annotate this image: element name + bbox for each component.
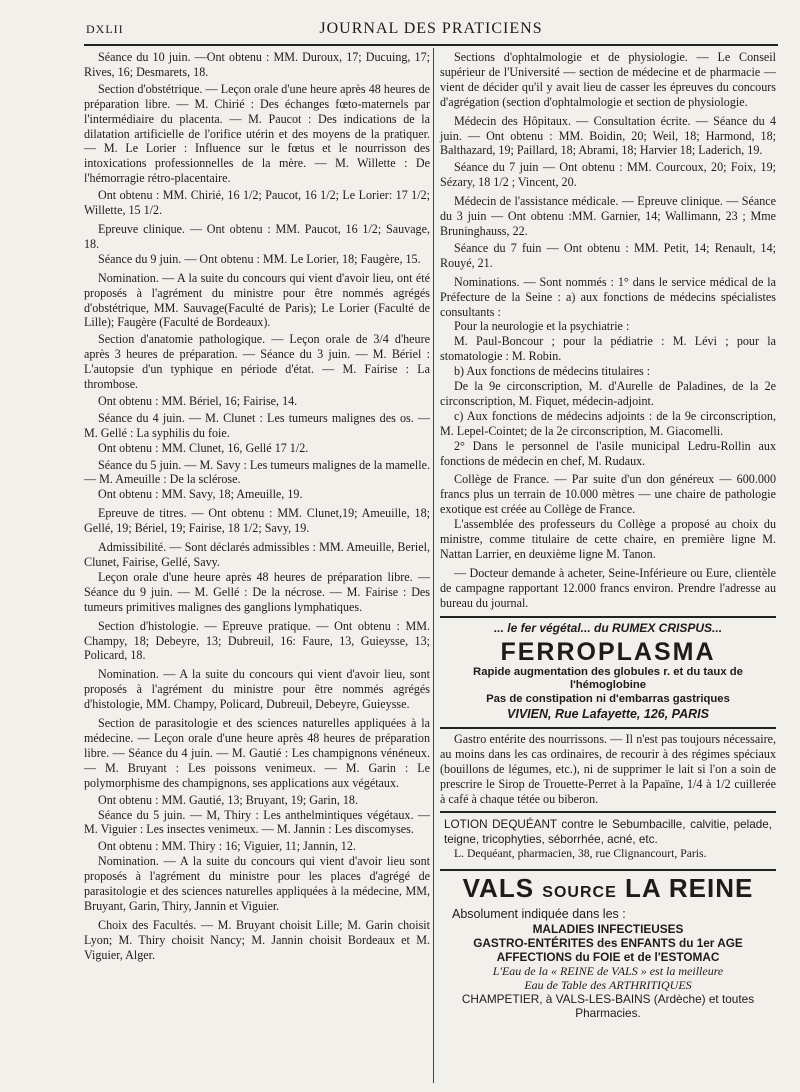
vals-indication-1: MALADIES INFECTIEUSES (532, 921, 684, 936)
left-column-paragraph: Ont obtenu : MM. Thiry : 16; Viguier, 11; Jannin, 12. (98, 839, 356, 854)
ferroplasma-claim-2: Pas de constipation ni d'embarras gastriques (486, 692, 730, 705)
left-column-paragraph: Séance du 10 juin. —Ont obtenu : MM. Duroux, 17; Ducuing, 17; Rives, 16; Desmarets, 18. (84, 50, 430, 79)
page-header (86, 20, 776, 42)
left-column (84, 50, 430, 963)
right-column-paragraph: Médecin de l'assistance médicale. — Epreuve clinique. — Séance du 3 juin — Ont obtenu :MM. Garnier, 14; Wallimann, 23 ; Mme Bruninghauss, 22. (440, 194, 776, 238)
right-column-paragraph: b) Aux fonctions de médecins titulaires : (454, 364, 651, 379)
ferroplasma-claim-1: Rapide augmentation des globules r. et du taux de l'hémoglobine (473, 665, 743, 692)
ad-separator (440, 616, 776, 618)
left-column-paragraph: Ont obtenu : MM. Clunet, 16, Gellé 17 1/2. (98, 440, 309, 455)
vals-address: CHAMPETIER, à VALS-LES-BAINS (Ardèche) et toutes Pharmacies. (461, 991, 755, 1020)
page-number: DXLII (86, 22, 124, 36)
left-column-paragraph: Leçon orale d'une heure après 48 heures de préparation libre. — Séance du 9 juin. — M. Gellé : De la nécrose. — M. Fairise : Des tumeurs primitives malignes des ganglions lymphatiques. (84, 569, 430, 614)
left-column-paragraph: Epreuve de titres. — Ont obtenu : MM. Clunet,19; Ameuille, 18; Gellé, 19; Bériel, 19; Fairise, 18 1/2; Savy, 19. (84, 506, 430, 536)
left-column-paragraph: Séance du 5 juin. — M, Thiry : Les anthelmintiques végétaux. — M. Viguier : Les insectes venimeux. — M. Jannin : Les discomyses. (84, 807, 430, 837)
right-column-paragraph: M. Paul-Boncour ; pour la pédiatrie : M. Lévi ; pour la stomatologie : M. Robin. (440, 334, 776, 364)
vals-brand-a: VALS (462, 872, 535, 903)
vals-subtitle: Absolument indiquée dans les : (452, 906, 626, 921)
right-column-paragraph: Nominations. — Sont nommés : 1° dans le service médical de la Préfecture de la Seine : a) aux fonctions de médecins spécialistes consultants : (440, 274, 776, 319)
vals-brand-b: SOURCE (542, 883, 617, 901)
left-column-paragraph: Nomination. — A la suite du concours qui vient d'avoir lieu, ont été proposés à l'agrément du ministre pour être nommés agrégés d'obstétrique, MM. Sauvage(Faculté de Paris); Le Lorier (Faculté de Lille); Faugère (Faculté de Bordeaux). (84, 270, 430, 330)
vals-brand-c: LA REINE (624, 872, 754, 903)
vals-brand (440, 874, 776, 907)
left-column-paragraph: Nomination. — A la suite du concours qui vient d'avoir lieu sont proposés à l'agrément du ministre pour les places d'agrégé de parasitologie et des sciences naturelles appliquées à la médecine, MM, Bruyant, Garin, Thiry, Jannin et Viguier. (84, 854, 430, 913)
ferroplasma-address: VIVIEN, Rue Lafayette, 126, PARIS (507, 707, 709, 722)
right-column-paragraph: c) Aux fonctions de médecins adjoints : de la 9e circonscription, M. Lepel-Cointet; de la 2e circonscription, M. Giacomelli. (440, 408, 776, 438)
header-rule (84, 44, 778, 46)
right-column-paragraph: — Docteur demande à acheter, Seine-Inférieure ou Eure, clientèle de campagne rapportant 12.000 francs environ. Prendre l'adresse au bureau du journal. (440, 565, 776, 610)
left-column-paragraph: Séance du 5 juin. — M. Savy : Les tumeurs malignes de la mamelle. — M. Ameuille : De la sclérose. (84, 457, 430, 487)
left-column-paragraph: Ont obtenu : MM. Savy, 18; Ameuille, 19. (98, 487, 303, 502)
left-column-paragraph: Section d'obstétrique. — Leçon orale d'une heure après 48 heures de préparation libre. — M. Chirié : Des échanges fœto-maternels par l'intermédiaire du placenta. — M. Paucot : Des indications de la dilatation artificielle de l'orifice utérin et des moyens de la pratiquer. — M. Le Lorier : Influence sur le fœtus et le nourrisson des intoxications professionnelles de la mère. — M. Willette : De l'hémorragie rétro-placentaire. (84, 81, 430, 186)
right-column-paragraph: Médecin des Hôpitaux. — Consultation écrite. — Séance du 4 juin. — Ont obtenu : MM. Boidin, 20; Weil, 18; Harmond, 18; Balthazard, 19; Paillard, 18; Abrami, 18; Harvier 18; Laderich, 19. (440, 113, 776, 158)
right-column-paragraph: Séance du 7 juin — Ont obtenu : MM. Courcoux, 20; Foix, 19; Sézary, 18 1/2 ; Vincent, 20. (440, 160, 776, 190)
ferroplasma-tagline: ... le fer végétal... du RUMEX CRISPUS... (493, 620, 723, 635)
gastro-paragraph: Gastro entérite des nourrissons. — Il n'est pas toujours nécessaire, au moins dans les cas ordinaires, de recourir à des régimes spéciaux (bouillons de légumes, etc.), ni de supprimer le lait si l'on a soin de prescrire le Sirop de Trouette-Perret à la Papaïne, 1/4 à 1/2 cuillerée à café à chaque tétée ou biberon. (440, 731, 776, 806)
left-column-paragraph: Ont obtenu : MM. Gautié, 13; Bruyant, 19; Garin, 18. (98, 792, 358, 807)
left-column-paragraph: Séance du 9 juin. — Ont obtenu : MM. Le Lorier, 18; Faugère, 15. (98, 251, 421, 266)
right-column-paragraph: Séance du 7 fuin — Ont obtenu : MM. Petit, 14; Renault, 14; Rouyé, 21. (440, 240, 776, 270)
vals-slogan-2: Eau de Table des ARTHRITIQUES (524, 977, 692, 992)
ad-separator (440, 869, 776, 871)
vals-ad (440, 874, 776, 1020)
left-column-paragraph: Epreuve clinique. — Ont obtenu : MM. Paucot, 16 1/2; Sauvage, 18. (84, 221, 430, 251)
right-column-paragraph: De la 9e circonscription, M. d'Aurelle de Paladines, de la 2e circonscription, M. Fiquet, médecin-adjoint. (440, 379, 776, 408)
left-column-paragraph: Section d'histologie. — Epreuve pratique. — Ont obtenu : MM. Champy, 18; Debeyre, 13; Dubreuil, 16: Faure, 13, Guieysse, 13; Policard, 18. (84, 618, 430, 663)
left-column-paragraph: Choix des Facultés. — M. Bruyant choisit Lille; M. Garin choisit Lyon; M. Thiry choisit Nancy; M. Jannin choisit Bordeaux et M. Viguier, Alger. (84, 917, 430, 962)
journal-title: JOURNAL DES PRATICIENS (319, 20, 543, 37)
left-column-paragraph: Section de parasitologie et des sciences naturelles appliquées à la médecine. — Leçon orale d'une heure après 48 heures de préparation libre. — Séance du 4 juin. — M. Gautié : Les champignons vénéneux. — M. Bruyant : Les poissons venimeux. — M. Garin : Le polymorphisme des champignons, ses applications aux végétaux. (84, 716, 430, 790)
right-column-paragraph: 2° Dans le personnel de l'asile municipal Ledru-Rollin aux fonctions de médecin en chef, M. Rudaux. (440, 438, 776, 468)
ferroplasma-name: FERROPLASMA (500, 637, 716, 666)
ad-separator (440, 811, 776, 813)
left-column-paragraph: Ont obtenu : MM. Chirié, 16 1/2; Paucot, 16 1/2; Le Lorier: 17 1/2; Willette, 15 1/2. (84, 188, 430, 218)
lotion-dequeant-ad (440, 816, 776, 864)
lotion-dequeant-address: L. Dequéant, pharmacien, 38, rue Clignancourt, Paris. (454, 847, 707, 861)
right-column-paragraph: L'assemblée des professeurs du Collège a proposé au choix du ministre, comme titulaire de cette chaire, en première ligne M. Nattan Larrier, en deuxième ligne M. Tanon. (440, 517, 776, 561)
vals-indication-2: GASTRO-ENTÉRITES des ENFANTS du 1er AGE (473, 935, 743, 950)
lotion-dequeant-claim: LOTION DEQUÉANT contre le Sebumbacille, calvitie, pelade, teigne, tricophyties, séborrhée, acné, etc. (444, 818, 772, 846)
left-column-paragraph: Ont obtenu : MM. Bériel, 16; Fairise, 14. (98, 393, 298, 408)
right-column-text (440, 50, 776, 611)
left-column-paragraph: Admissibilité. — Sont déclarés admissibles : MM. Ameuille, Beriel, Clunet, Fairise, Gellé, Savy. (84, 540, 430, 569)
ferroplasma-ad (440, 621, 776, 722)
left-column-paragraph: Séance du 4 juin. — M. Clunet : Les tumeurs malignes des os. — M. Gellé : La syphilis du foie. (84, 410, 430, 440)
vals-slogan-1: L'Eau de la « REINE de VALS » est la meilleure (492, 963, 724, 978)
vals-indication-3: AFFECTIONS du FOIE et de l'ESTOMAC (496, 949, 720, 964)
column-divider (433, 48, 434, 1083)
right-column (440, 50, 776, 1020)
right-column-paragraph: Collège de France. — Par suite d'un don généreux — 600.000 francs plus un terrain de 10.000 mètres — une chaire de pathologie exotique est créée au Collège de France. (440, 472, 776, 517)
left-column-paragraph: Section d'anatomie pathologique. — Leçon orale de 3/4 d'heure après 3 heures de préparation. — Séance du 3 juin. — M. Bériel : L'autopsie d'un typhique en période d'état. — M. Fairise : La thrombose. (84, 332, 430, 392)
left-column-paragraph: Nomination. — A la suite du concours qui vient d'avoir lieu, sont proposés à l'agrément du ministre pour être nommés agrégés d'histologie, MM. Champy, Policard, Dubreuil, Debeyre, Guieysse. (84, 667, 430, 712)
right-column-paragraph: Pour la neurologie et la psychiatrie : (454, 319, 630, 334)
ad-separator (440, 727, 776, 729)
right-column-paragraph: Sections d'ophtalmologie et de physiologie. — Le Conseil supérieur de l'Université — section de médecine et de pharmacie — vient de décider qu'il y avait lieu de casser les épreuves du concours d'agrégation (section d'ophtalmologie et section de physiologie. (440, 50, 776, 109)
